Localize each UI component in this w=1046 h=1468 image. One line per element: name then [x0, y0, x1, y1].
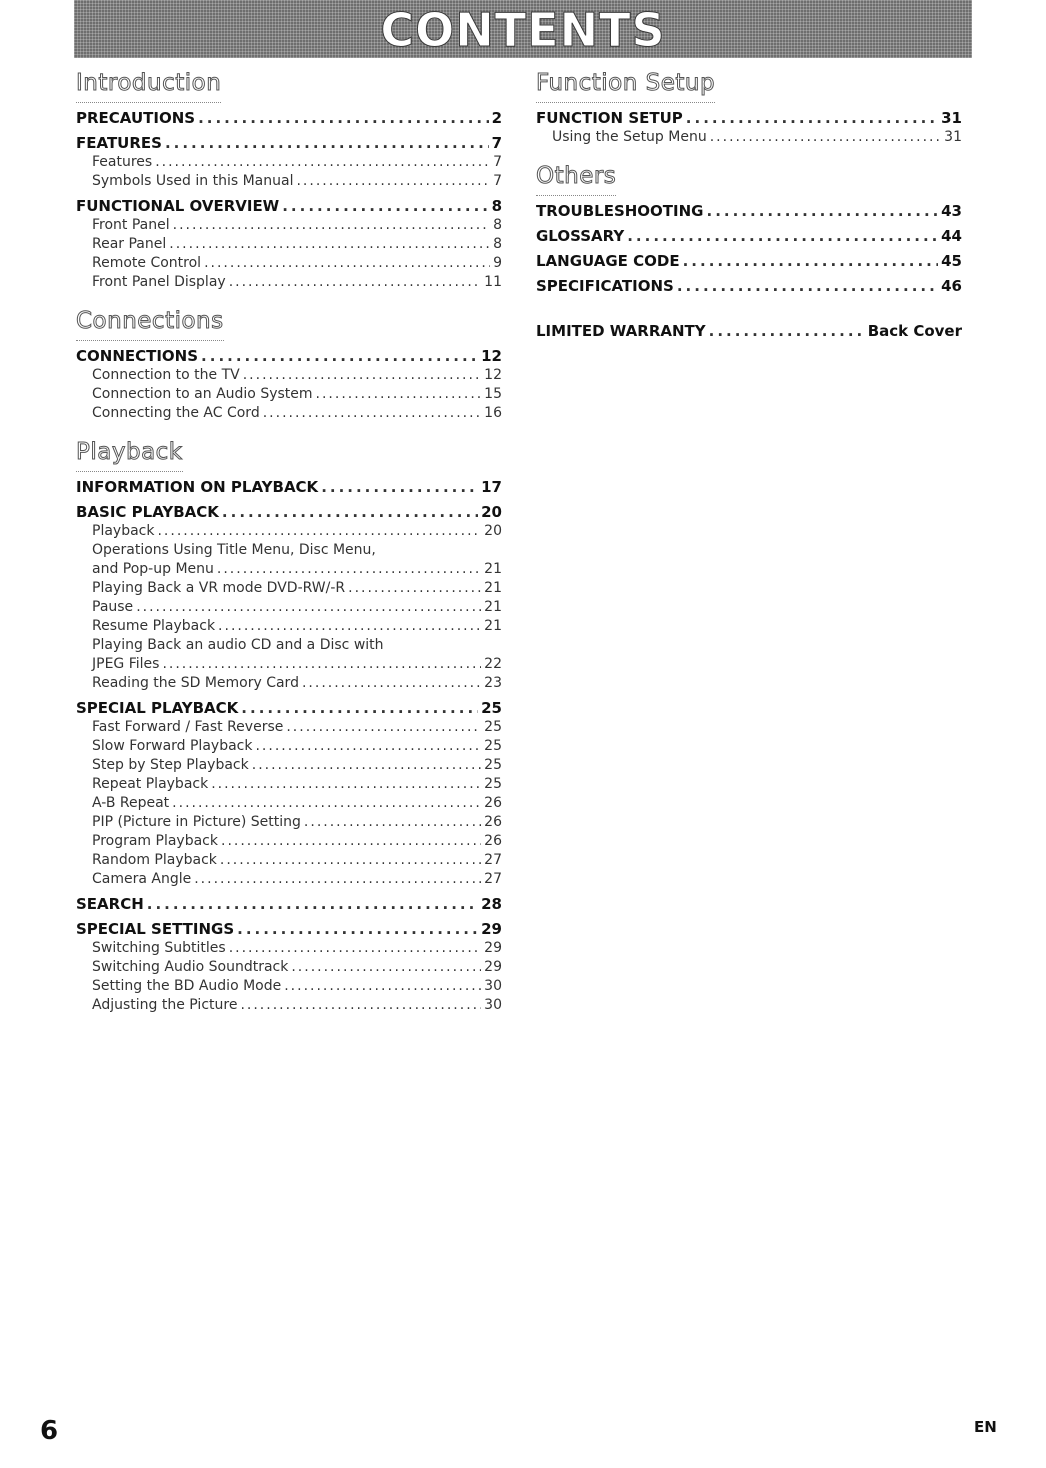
- section-heading: Others: [536, 161, 616, 196]
- left-column: [76, 68, 502, 1029]
- toc-page: 2: [491, 109, 502, 127]
- dot-leader: [710, 128, 941, 147]
- toc-sub-row[interactable]: [76, 718, 502, 737]
- toc-sub-title: Symbols Used in this Manual: [92, 173, 294, 189]
- toc-entry-special-playback: [76, 699, 502, 889]
- toc-sub-row[interactable]: [76, 598, 502, 617]
- dot-leader: [169, 235, 490, 254]
- toc-sub-page: 7: [493, 173, 502, 189]
- toc-sub-page: 29: [484, 940, 502, 956]
- toc-sub-page: 12: [484, 367, 502, 383]
- toc-sub-title: A-B Repeat: [92, 795, 170, 811]
- toc-title: FEATURES: [76, 134, 162, 152]
- toc-sub-page: 26: [484, 795, 502, 811]
- toc-sub-page: 30: [484, 997, 502, 1013]
- toc-title: SPECIFICATIONS: [536, 277, 674, 295]
- dot-leader: [155, 153, 490, 172]
- toc-title: TROUBLESHOOTING: [536, 202, 704, 220]
- toc-sub-page: 29: [484, 959, 502, 975]
- language-code: EN: [974, 1418, 997, 1436]
- dot-leader: [229, 939, 481, 958]
- dot-leader: [136, 598, 481, 617]
- dot-leader: [162, 655, 481, 674]
- toc-page: 25: [481, 699, 502, 717]
- toc-title: CONNECTIONS: [76, 347, 199, 365]
- toc-sub-title: Pause: [92, 599, 134, 615]
- section-introduction: [76, 68, 502, 292]
- toc-main-row[interactable]: [76, 347, 502, 366]
- dot-leader: [284, 977, 481, 996]
- toc-main-row[interactable]: [76, 134, 502, 153]
- toc-entry-specifications: [536, 277, 962, 296]
- toc-sub-title: and Pop-up Menu: [92, 561, 214, 577]
- toc-page: Back Cover: [867, 322, 962, 340]
- dot-leader: [683, 252, 939, 271]
- toc-main-row[interactable]: [76, 699, 502, 718]
- toc-sub-row[interactable]: [76, 235, 502, 254]
- toc-main-row[interactable]: [76, 478, 502, 497]
- toc-entry-troubleshooting: [536, 202, 962, 221]
- section-heading: Connections: [76, 306, 224, 341]
- toc-sub-row[interactable]: [76, 404, 502, 423]
- toc-title: SPECIAL SETTINGS: [76, 920, 235, 938]
- toc-sub-row[interactable]: [76, 560, 502, 579]
- toc-sub-row[interactable]: [76, 958, 502, 977]
- toc-main-row[interactable]: [76, 895, 502, 914]
- dot-leader: [686, 109, 938, 128]
- toc-sub-page: 8: [493, 236, 502, 252]
- section-heading: Function Setup: [536, 68, 715, 103]
- toc-sub-page: 31: [944, 129, 962, 145]
- toc-page: 7: [491, 134, 502, 152]
- toc-sub-row[interactable]: [76, 579, 502, 598]
- dot-leader: [173, 216, 490, 235]
- toc-sub-page: 27: [484, 871, 502, 887]
- toc-entry-basic-playback: [76, 503, 502, 693]
- toc-page: 43: [941, 202, 962, 220]
- toc-title: LIMITED WARRANTY: [536, 322, 706, 340]
- toc-sub-row[interactable]: [536, 128, 962, 147]
- toc-title: INFORMATION ON PLAYBACK: [76, 478, 319, 496]
- toc-title: FUNCTION SETUP: [536, 109, 683, 127]
- toc-sub-title: Using the Setup Menu: [552, 129, 707, 145]
- toc-sub-page: 27: [484, 852, 502, 868]
- toc-sub-page: 22: [484, 656, 502, 672]
- toc-sub-row[interactable]: [76, 216, 502, 235]
- section-heading: Introduction: [76, 68, 221, 103]
- toc-main-row[interactable]: [536, 277, 962, 296]
- toc-sub-title: Reading the SD Memory Card: [92, 675, 299, 691]
- toc-sub-title: Adjusting the Picture: [92, 997, 238, 1013]
- toc-page: 17: [481, 478, 502, 496]
- toc-entry-information-on-playback: [76, 478, 502, 497]
- toc-main-row[interactable]: [536, 227, 962, 246]
- dot-leader: [194, 870, 481, 889]
- toc-sub-row[interactable]: [76, 385, 502, 404]
- toc-entry-precautions: [76, 109, 502, 128]
- toc-sub-title: Operations Using Title Menu, Disc Menu,: [92, 542, 376, 558]
- toc-main-row[interactable]: [536, 322, 962, 341]
- toc-main-row[interactable]: [76, 503, 502, 522]
- toc-title: PRECAUTIONS: [76, 109, 196, 127]
- toc-entry-glossary: [536, 227, 962, 246]
- contents-banner: [74, 0, 972, 58]
- section-connections: [76, 306, 502, 423]
- toc-sub-title: Connection to the TV: [92, 367, 240, 383]
- toc-page: 31: [941, 109, 962, 127]
- toc-sub-page: 9: [493, 255, 502, 271]
- dot-leader: [304, 813, 481, 832]
- toc-sub-title: Playing Back a VR mode DVD-RW/-R: [92, 580, 346, 596]
- toc-sub-page: 16: [484, 405, 502, 421]
- section-playback: [76, 437, 502, 1015]
- dot-leader: [172, 794, 481, 813]
- toc-main-row[interactable]: [76, 197, 502, 216]
- toc-sub-title: Playback: [92, 523, 155, 539]
- dot-leader: [201, 347, 478, 366]
- right-column: [536, 68, 962, 355]
- dot-leader: [302, 674, 481, 693]
- toc-sub-row[interactable]: [76, 977, 502, 996]
- toc-sub-row[interactable]: [76, 939, 502, 958]
- toc-sub-row[interactable]: [76, 996, 502, 1015]
- dot-leader: [255, 737, 481, 756]
- dot-leader: [204, 254, 490, 273]
- toc-sub-row[interactable]: [76, 794, 502, 813]
- toc-sub-row[interactable]: [76, 775, 502, 794]
- toc-title: SPECIAL PLAYBACK: [76, 699, 239, 717]
- toc-sub-title: Connecting the AC Cord: [92, 405, 260, 421]
- toc-entry-functional-overview: [76, 197, 502, 292]
- toc-title: LANGUAGE CODE: [536, 252, 680, 270]
- dot-leader: [240, 996, 481, 1015]
- toc-sub-title: Switching Subtitles: [92, 940, 226, 956]
- toc-sub-row[interactable]: [76, 636, 502, 655]
- toc-sub-row[interactable]: [76, 366, 502, 385]
- toc-page: 45: [941, 252, 962, 270]
- toc-entry-special-settings: [76, 920, 502, 1015]
- dot-leader: [296, 172, 490, 191]
- toc-sub-row[interactable]: [76, 541, 502, 560]
- toc-entry-function-setup: [536, 109, 962, 147]
- dot-leader: [229, 273, 481, 292]
- toc-sub-row[interactable]: [76, 617, 502, 636]
- toc-sub-title: Fast Forward / Fast Reverse: [92, 719, 284, 735]
- dot-leader: [707, 202, 939, 221]
- toc-sub-page: 30: [484, 978, 502, 994]
- dot-leader: [321, 478, 478, 497]
- toc-sub-page: 21: [484, 580, 502, 596]
- toc-sub-title: Features: [92, 154, 153, 170]
- toc-sub-row[interactable]: [76, 737, 502, 756]
- toc-page: 46: [941, 277, 962, 295]
- page-title: CONTENTS: [380, 3, 666, 57]
- toc-entry-connections: [76, 347, 502, 423]
- dot-leader: [217, 560, 481, 579]
- toc-page: 44: [941, 227, 962, 245]
- toc-sub-title: Playing Back an audio CD and a Disc with: [92, 637, 384, 653]
- toc-sub-row[interactable]: [76, 674, 502, 693]
- toc-sub-page: 20: [484, 523, 502, 539]
- dot-leader: [709, 322, 865, 341]
- toc-sub-page: 23: [484, 675, 502, 691]
- toc-page: 28: [481, 895, 502, 913]
- toc-sub-row[interactable]: [76, 153, 502, 172]
- toc-title: GLOSSARY: [536, 227, 625, 245]
- toc-sub-title: Setting the BD Audio Mode: [92, 978, 282, 994]
- toc-sub-row[interactable]: [76, 172, 502, 191]
- toc-sub-title: Random Playback: [92, 852, 217, 868]
- toc-sub-page: 26: [484, 833, 502, 849]
- toc-sub-title: Remote Control: [92, 255, 202, 271]
- toc-sub-row[interactable]: [76, 813, 502, 832]
- toc-sub-title: Front Panel: [92, 217, 170, 233]
- toc-page: 12: [481, 347, 502, 365]
- dot-leader: [348, 579, 481, 598]
- dot-leader: [627, 227, 938, 246]
- toc-entry-limited-warranty: [536, 322, 962, 341]
- toc-sub-row[interactable]: [76, 655, 502, 674]
- toc-sub-row[interactable]: [76, 254, 502, 273]
- dot-leader: [165, 134, 489, 153]
- dot-leader: [243, 366, 481, 385]
- toc-sub-title: Switching Audio Soundtrack: [92, 959, 289, 975]
- dot-leader: [677, 277, 938, 296]
- toc-sub-title: Slow Forward Playback: [92, 738, 253, 754]
- toc-title: FUNCTIONAL OVERVIEW: [76, 197, 280, 215]
- toc-sub-row[interactable]: [76, 756, 502, 775]
- toc-sub-row[interactable]: [76, 870, 502, 889]
- dot-leader: [286, 718, 481, 737]
- dot-leader: [282, 197, 488, 216]
- toc-sub-title: JPEG Files: [92, 656, 160, 672]
- toc-main-row[interactable]: [536, 202, 962, 221]
- dot-leader: [221, 832, 481, 851]
- toc-sub-page: 26: [484, 814, 502, 830]
- toc-entry-language-code: [536, 252, 962, 271]
- toc-sub-page: 25: [484, 738, 502, 754]
- toc-main-row[interactable]: [536, 252, 962, 271]
- section-heading: Playback: [76, 437, 183, 472]
- toc-entry-search: [76, 895, 502, 914]
- dot-leader: [263, 404, 481, 423]
- toc-entry-features: [76, 134, 502, 191]
- toc-sub-title: Step by Step Playback: [92, 757, 249, 773]
- dot-leader: [237, 920, 478, 939]
- toc-sub-title: Rear Panel: [92, 236, 167, 252]
- toc-sub-page: 21: [484, 618, 502, 634]
- dot-leader: [222, 503, 478, 522]
- toc-sub-page: 8: [493, 217, 502, 233]
- toc-title: SEARCH: [76, 895, 144, 913]
- section-function-setup: [536, 68, 962, 147]
- toc-sub-title: Front Panel Display: [92, 274, 226, 290]
- toc-sub-row[interactable]: [76, 832, 502, 851]
- toc-page: 20: [481, 503, 502, 521]
- toc-sub-page: 11: [484, 274, 502, 290]
- toc-sub-row[interactable]: [76, 273, 502, 292]
- dot-leader: [241, 699, 478, 718]
- dot-leader: [147, 895, 478, 914]
- dot-leader: [198, 109, 489, 128]
- toc-sub-page: 21: [484, 599, 502, 615]
- dot-leader: [291, 958, 481, 977]
- toc-sub-page: 25: [484, 776, 502, 792]
- toc-sub-title: Camera Angle: [92, 871, 192, 887]
- dot-leader: [252, 756, 481, 775]
- toc-page: 29: [481, 920, 502, 938]
- toc-sub-row[interactable]: [76, 522, 502, 541]
- toc-sub-page: 21: [484, 561, 502, 577]
- toc-sub-title: PIP (Picture in Picture) Setting: [92, 814, 301, 830]
- dot-leader: [218, 617, 481, 636]
- section-others: [536, 161, 962, 296]
- section-warranty: [536, 310, 962, 341]
- toc-page: 8: [491, 197, 502, 215]
- toc-sub-page: 25: [484, 757, 502, 773]
- toc-sub-page: 25: [484, 719, 502, 735]
- dot-leader: [220, 851, 481, 870]
- toc-title: BASIC PLAYBACK: [76, 503, 219, 521]
- dot-leader: [211, 775, 481, 794]
- toc-sub-title: Program Playback: [92, 833, 218, 849]
- toc-main-row[interactable]: [536, 109, 962, 128]
- dot-leader: [316, 385, 482, 404]
- toc-main-row[interactable]: [76, 920, 502, 939]
- toc-sub-title: Resume Playback: [92, 618, 216, 634]
- page-number: 6: [40, 1416, 59, 1446]
- dot-leader: [157, 522, 481, 541]
- toc-sub-page: 15: [484, 386, 502, 402]
- toc-main-row[interactable]: [76, 109, 502, 128]
- toc-sub-page: 7: [493, 154, 502, 170]
- toc-sub-title: Repeat Playback: [92, 776, 209, 792]
- toc-sub-row[interactable]: [76, 851, 502, 870]
- toc-sub-title: Connection to an Audio System: [92, 386, 313, 402]
